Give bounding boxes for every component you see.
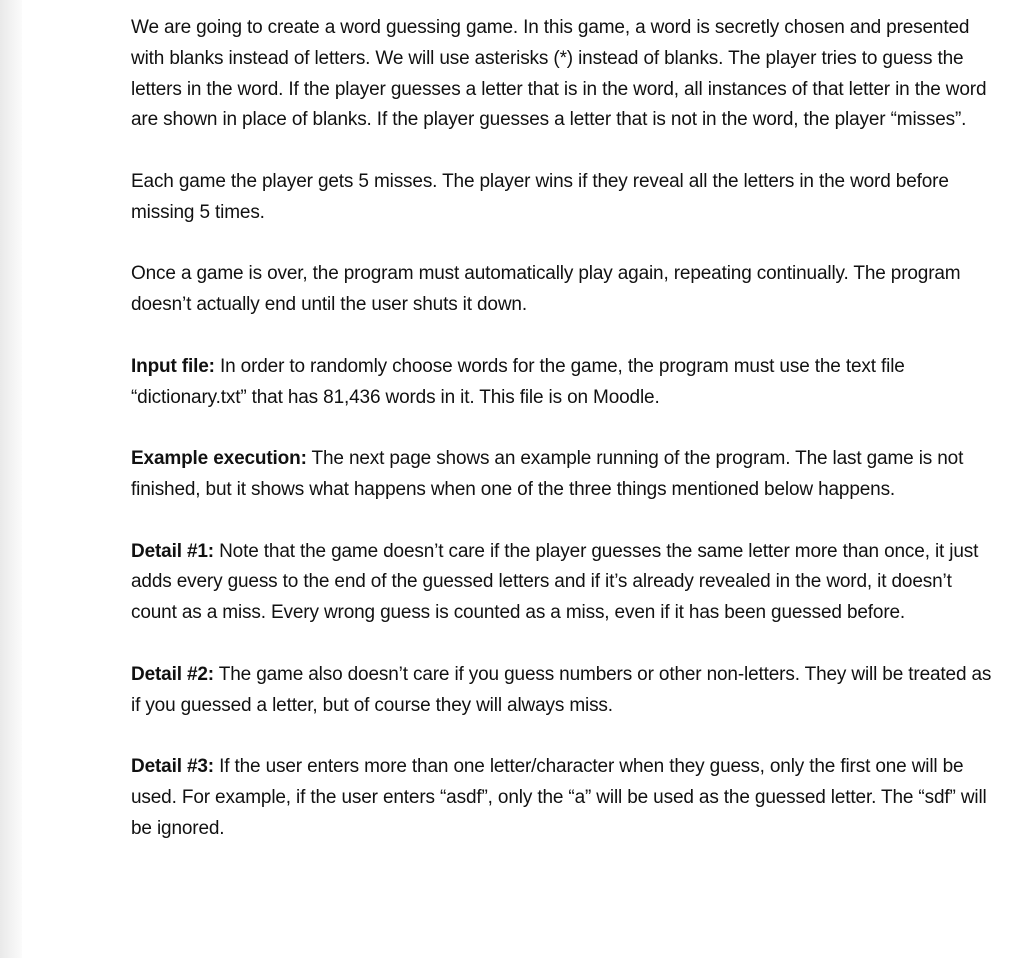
paragraph-lead: Detail #3: xyxy=(131,756,214,778)
document-body xyxy=(131,13,1001,845)
paragraph-text: Note that the game doesn’t care if the player guesses the same letter more than once, it just adds every guess to the end of the guessed letters and if it’s already revealed in the word, it doesn’t count as a miss. Every wrong guess is counted as a miss, even if it has been guessed before. xyxy=(131,540,979,624)
paragraph-lead: Input file: xyxy=(131,355,215,377)
paragraph-text: The game also doesn’t care if you guess numbers or other non-letters. They will be treated as if you guessed a letter, but of course they will always miss. xyxy=(131,663,992,716)
paragraph-text: In order to randomly choose words for the game, the program must use the text file “dictionary.txt” that has 81,436 words in it. This file is on Moodle. xyxy=(131,355,905,408)
paragraph-text: The next page shows an example running of the program. The last game is not finished, but it shows what happens when one of the three things mentioned below happens. xyxy=(131,448,964,500)
page-gutter xyxy=(0,0,22,958)
paragraph-lead: Detail #1: xyxy=(131,540,214,562)
paragraph-text: If the user enters more than one letter/character when they guess, only the first one will be used. For example, if the user enters “asdf”, only the “a” will be used as the guessed letter. The “sdf” will be ignored. xyxy=(131,756,987,839)
paragraph-text: Each game the player gets 5 misses. The player wins if they reveal all the letters in the word before missing 5 times. xyxy=(131,170,949,223)
paragraph-misses xyxy=(131,167,1001,229)
paragraph-detail-2 xyxy=(131,660,1001,722)
paragraph-text: Once a game is over, the program must automatically play again, repeating continually. The program doesn’t actually end until the user shuts it down. xyxy=(131,263,961,316)
paragraph-lead: Example execution: xyxy=(131,448,307,470)
paragraph-detail-3 xyxy=(131,752,1001,844)
document-page xyxy=(22,0,1024,958)
paragraph-replay xyxy=(131,259,1001,321)
paragraph-detail-1 xyxy=(131,537,1001,629)
paragraph-lead: Detail #2: xyxy=(131,663,214,685)
paragraph-input-file xyxy=(131,352,1001,414)
paragraph-text: We are going to create a word guessing game. In this game, a word is secretly chosen and presented with blanks instead of letters. We will use asterisks (*) instead of blanks. The player tries to guess the letters in the word. If the player guesses a letter that is in the word, all instances of that letter in the word are shown in place of blanks. If the player guesses a letter that is not in the word, the player “misses”. xyxy=(131,17,987,131)
paragraph-intro xyxy=(131,13,1001,136)
paragraph-example-execution xyxy=(131,444,1001,506)
